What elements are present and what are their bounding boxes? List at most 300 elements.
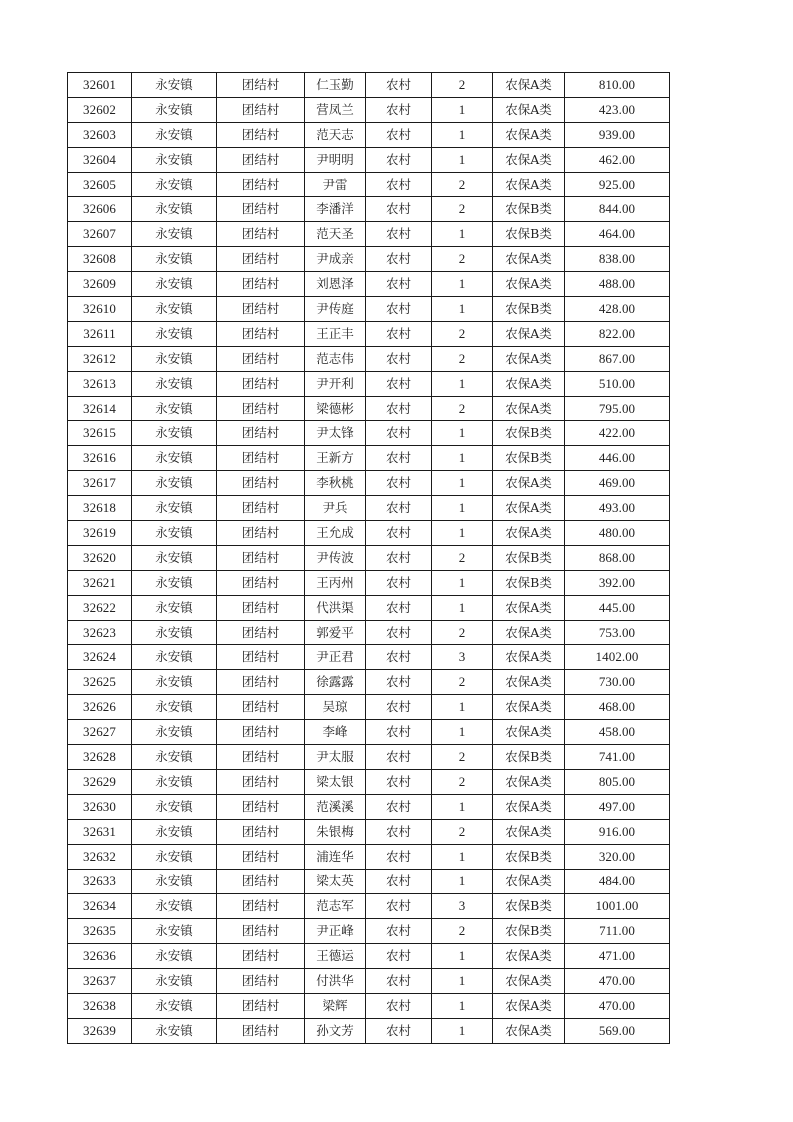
member-count-cell: 2 [432, 745, 493, 770]
name-cell: 梁太银 [305, 769, 366, 794]
name-cell: 尹成亲 [305, 247, 366, 272]
table-row [68, 197, 670, 222]
household-type-cell: 农村 [366, 521, 432, 546]
name-cell: 尹兵 [305, 496, 366, 521]
insurance-category-cell: 农保B类 [493, 421, 565, 446]
household-type-cell: 农村 [366, 720, 432, 745]
name-cell: 吴琼 [305, 695, 366, 720]
insurance-category-cell: 农保A类 [493, 620, 565, 645]
household-type-cell: 农村 [366, 894, 432, 919]
insurance-category-cell: 农保A类 [493, 595, 565, 620]
table-row [68, 869, 670, 894]
household-type-cell: 农村 [366, 421, 432, 446]
town-cell: 永安镇 [132, 496, 217, 521]
village-cell: 团结村 [217, 197, 305, 222]
village-cell: 团结村 [217, 97, 305, 122]
name-cell: 付洪华 [305, 969, 366, 994]
town-cell: 永安镇 [132, 346, 217, 371]
household-type-cell: 农村 [366, 570, 432, 595]
household-type-cell: 农村 [366, 297, 432, 322]
insurance-category-cell: 农保A类 [493, 695, 565, 720]
name-cell: 浦连华 [305, 844, 366, 869]
name-cell: 尹太服 [305, 745, 366, 770]
record-id-cell: 32627 [68, 720, 132, 745]
town-cell: 永安镇 [132, 1018, 217, 1043]
record-id-cell: 32619 [68, 521, 132, 546]
household-type-cell: 农村 [366, 471, 432, 496]
table-row [68, 545, 670, 570]
name-cell: 范天志 [305, 122, 366, 147]
town-cell: 永安镇 [132, 720, 217, 745]
record-id-cell: 32615 [68, 421, 132, 446]
village-cell: 团结村 [217, 421, 305, 446]
table-row [68, 570, 670, 595]
insurance-category-cell: 农保A类 [493, 670, 565, 695]
insurance-category-cell: 农保B类 [493, 297, 565, 322]
record-id-cell: 32626 [68, 695, 132, 720]
amount-cell: 569.00 [565, 1018, 670, 1043]
record-id-cell: 32616 [68, 446, 132, 471]
table-row [68, 894, 670, 919]
record-id-cell: 32635 [68, 919, 132, 944]
town-cell: 永安镇 [132, 670, 217, 695]
member-count-cell: 2 [432, 819, 493, 844]
table-row [68, 794, 670, 819]
household-type-cell: 农村 [366, 396, 432, 421]
name-cell: 刘恩泽 [305, 272, 366, 297]
household-type-cell: 农村 [366, 794, 432, 819]
town-cell: 永安镇 [132, 272, 217, 297]
member-count-cell: 1 [432, 794, 493, 819]
name-cell: 尹传波 [305, 545, 366, 570]
village-cell: 团结村 [217, 371, 305, 396]
name-cell: 尹明明 [305, 147, 366, 172]
name-cell: 尹正峰 [305, 919, 366, 944]
household-type-cell: 农村 [366, 446, 432, 471]
name-cell: 尹开利 [305, 371, 366, 396]
household-type-cell: 农村 [366, 620, 432, 645]
town-cell: 永安镇 [132, 122, 217, 147]
amount-cell: 446.00 [565, 446, 670, 471]
village-cell: 团结村 [217, 73, 305, 98]
town-cell: 永安镇 [132, 944, 217, 969]
record-id-cell: 32632 [68, 844, 132, 869]
village-cell: 团结村 [217, 521, 305, 546]
table-row [68, 1018, 670, 1043]
name-cell: 孙文芳 [305, 1018, 366, 1043]
amount-cell: 471.00 [565, 944, 670, 969]
record-id-cell: 32638 [68, 993, 132, 1018]
record-id-cell: 32605 [68, 172, 132, 197]
table-row [68, 471, 670, 496]
record-id-cell: 32628 [68, 745, 132, 770]
amount-cell: 462.00 [565, 147, 670, 172]
village-cell: 团结村 [217, 122, 305, 147]
town-cell: 永安镇 [132, 97, 217, 122]
amount-cell: 822.00 [565, 321, 670, 346]
member-count-cell: 1 [432, 969, 493, 994]
table-row [68, 222, 670, 247]
town-cell: 永安镇 [132, 471, 217, 496]
village-cell: 团结村 [217, 446, 305, 471]
town-cell: 永安镇 [132, 172, 217, 197]
household-type-cell: 农村 [366, 147, 432, 172]
name-cell: 仁玉勤 [305, 73, 366, 98]
household-type-cell: 农村 [366, 247, 432, 272]
name-cell: 范志军 [305, 894, 366, 919]
name-cell: 代洪渠 [305, 595, 366, 620]
amount-cell: 868.00 [565, 545, 670, 570]
record-id-cell: 32625 [68, 670, 132, 695]
town-cell: 永安镇 [132, 396, 217, 421]
household-type-cell: 农村 [366, 595, 432, 620]
town-cell: 永安镇 [132, 844, 217, 869]
town-cell: 永安镇 [132, 421, 217, 446]
village-cell: 团结村 [217, 993, 305, 1018]
member-count-cell: 1 [432, 371, 493, 396]
member-count-cell: 2 [432, 172, 493, 197]
town-cell: 永安镇 [132, 297, 217, 322]
record-id-cell: 32630 [68, 794, 132, 819]
town-cell: 永安镇 [132, 73, 217, 98]
name-cell: 梁德彬 [305, 396, 366, 421]
record-id-cell: 32614 [68, 396, 132, 421]
household-type-cell: 农村 [366, 122, 432, 147]
table-row [68, 969, 670, 994]
record-id-cell: 32639 [68, 1018, 132, 1043]
record-id-cell: 32603 [68, 122, 132, 147]
record-id-cell: 32609 [68, 272, 132, 297]
insurance-category-cell: 农保A类 [493, 993, 565, 1018]
member-count-cell: 1 [432, 570, 493, 595]
amount-cell: 423.00 [565, 97, 670, 122]
member-count-cell: 1 [432, 97, 493, 122]
household-type-cell: 农村 [366, 993, 432, 1018]
insurance-category-cell: 农保A类 [493, 122, 565, 147]
amount-cell: 428.00 [565, 297, 670, 322]
amount-cell: 1001.00 [565, 894, 670, 919]
amount-cell: 464.00 [565, 222, 670, 247]
amount-cell: 488.00 [565, 272, 670, 297]
town-cell: 永安镇 [132, 595, 217, 620]
town-cell: 永安镇 [132, 620, 217, 645]
record-id-cell: 32633 [68, 869, 132, 894]
town-cell: 永安镇 [132, 969, 217, 994]
record-id-cell: 32601 [68, 73, 132, 98]
household-type-cell: 农村 [366, 272, 432, 297]
member-count-cell: 1 [432, 272, 493, 297]
amount-cell: 867.00 [565, 346, 670, 371]
village-cell: 团结村 [217, 969, 305, 994]
household-type-cell: 农村 [366, 197, 432, 222]
table-row [68, 73, 670, 98]
insurance-category-cell: 农保A类 [493, 769, 565, 794]
insurance-category-cell: 农保A类 [493, 247, 565, 272]
village-cell: 团结村 [217, 944, 305, 969]
town-cell: 永安镇 [132, 321, 217, 346]
name-cell: 朱银梅 [305, 819, 366, 844]
table-row [68, 346, 670, 371]
table-row [68, 993, 670, 1018]
record-id-cell: 32608 [68, 247, 132, 272]
name-cell: 尹正君 [305, 645, 366, 670]
household-type-cell: 农村 [366, 944, 432, 969]
amount-cell: 916.00 [565, 819, 670, 844]
record-id-cell: 32631 [68, 819, 132, 844]
member-count-cell: 1 [432, 222, 493, 247]
member-count-cell: 1 [432, 297, 493, 322]
village-cell: 团结村 [217, 321, 305, 346]
record-id-cell: 32606 [68, 197, 132, 222]
amount-cell: 445.00 [565, 595, 670, 620]
record-id-cell: 32624 [68, 645, 132, 670]
name-cell: 尹传庭 [305, 297, 366, 322]
name-cell: 范溪溪 [305, 794, 366, 819]
village-cell: 团结村 [217, 272, 305, 297]
name-cell: 李峰 [305, 720, 366, 745]
insurance-category-cell: 农保A类 [493, 944, 565, 969]
village-cell: 团结村 [217, 894, 305, 919]
town-cell: 永安镇 [132, 794, 217, 819]
name-cell: 梁太英 [305, 869, 366, 894]
table-row [68, 844, 670, 869]
amount-cell: 730.00 [565, 670, 670, 695]
table-row [68, 769, 670, 794]
amount-cell: 468.00 [565, 695, 670, 720]
member-count-cell: 2 [432, 545, 493, 570]
member-count-cell: 2 [432, 321, 493, 346]
insurance-category-cell: 农保B类 [493, 545, 565, 570]
village-cell: 团结村 [217, 496, 305, 521]
member-count-cell: 1 [432, 869, 493, 894]
amount-cell: 484.00 [565, 869, 670, 894]
insurance-category-cell: 农保A类 [493, 794, 565, 819]
village-cell: 团结村 [217, 396, 305, 421]
town-cell: 永安镇 [132, 869, 217, 894]
village-cell: 团结村 [217, 595, 305, 620]
village-cell: 团结村 [217, 620, 305, 645]
name-cell: 营凤兰 [305, 97, 366, 122]
town-cell: 永安镇 [132, 371, 217, 396]
insurance-category-cell: 农保B类 [493, 197, 565, 222]
name-cell: 王新方 [305, 446, 366, 471]
town-cell: 永安镇 [132, 769, 217, 794]
table-row [68, 645, 670, 670]
household-type-cell: 农村 [366, 172, 432, 197]
town-cell: 永安镇 [132, 645, 217, 670]
amount-cell: 493.00 [565, 496, 670, 521]
table-row [68, 147, 670, 172]
record-id-cell: 32604 [68, 147, 132, 172]
amount-cell: 753.00 [565, 620, 670, 645]
record-id-cell: 32613 [68, 371, 132, 396]
insurance-category-cell: 农保A类 [493, 869, 565, 894]
village-cell: 团结村 [217, 471, 305, 496]
insurance-category-cell: 农保A类 [493, 1018, 565, 1043]
name-cell: 李秋桃 [305, 471, 366, 496]
household-type-cell: 农村 [366, 969, 432, 994]
village-cell: 团结村 [217, 720, 305, 745]
village-cell: 团结村 [217, 570, 305, 595]
insurance-category-cell: 农保B类 [493, 919, 565, 944]
town-cell: 永安镇 [132, 570, 217, 595]
amount-cell: 320.00 [565, 844, 670, 869]
table-row [68, 421, 670, 446]
village-cell: 团结村 [217, 844, 305, 869]
table-row [68, 944, 670, 969]
table-row [68, 371, 670, 396]
table-row [68, 595, 670, 620]
member-count-cell: 2 [432, 620, 493, 645]
amount-cell: 1402.00 [565, 645, 670, 670]
member-count-cell: 2 [432, 247, 493, 272]
town-cell: 永安镇 [132, 247, 217, 272]
amount-cell: 844.00 [565, 197, 670, 222]
table-row [68, 695, 670, 720]
household-type-cell: 农村 [366, 222, 432, 247]
record-id-cell: 32623 [68, 620, 132, 645]
insurance-category-cell: 农保A类 [493, 371, 565, 396]
insurance-category-cell: 农保B类 [493, 222, 565, 247]
table-row [68, 446, 670, 471]
household-type-cell: 农村 [366, 695, 432, 720]
amount-cell: 711.00 [565, 919, 670, 944]
name-cell: 王允成 [305, 521, 366, 546]
household-type-cell: 农村 [366, 819, 432, 844]
insurance-category-cell: 农保B类 [493, 570, 565, 595]
record-id-cell: 32637 [68, 969, 132, 994]
village-cell: 团结村 [217, 222, 305, 247]
village-cell: 团结村 [217, 1018, 305, 1043]
record-id-cell: 32617 [68, 471, 132, 496]
name-cell: 郭爱平 [305, 620, 366, 645]
insurance-category-cell: 农保A类 [493, 521, 565, 546]
table-row [68, 720, 670, 745]
member-count-cell: 1 [432, 421, 493, 446]
insurance-category-cell: 农保A类 [493, 396, 565, 421]
records-table [67, 72, 670, 1044]
household-type-cell: 农村 [366, 869, 432, 894]
household-type-cell: 农村 [366, 769, 432, 794]
village-cell: 团结村 [217, 247, 305, 272]
insurance-category-cell: 农保A类 [493, 471, 565, 496]
amount-cell: 741.00 [565, 745, 670, 770]
member-count-cell: 1 [432, 122, 493, 147]
member-count-cell: 2 [432, 346, 493, 371]
amount-cell: 458.00 [565, 720, 670, 745]
name-cell: 王正丰 [305, 321, 366, 346]
member-count-cell: 2 [432, 396, 493, 421]
table-row [68, 272, 670, 297]
town-cell: 永安镇 [132, 993, 217, 1018]
record-id-cell: 32636 [68, 944, 132, 969]
village-cell: 团结村 [217, 147, 305, 172]
town-cell: 永安镇 [132, 894, 217, 919]
amount-cell: 480.00 [565, 521, 670, 546]
town-cell: 永安镇 [132, 745, 217, 770]
table-row [68, 620, 670, 645]
insurance-category-cell: 农保A类 [493, 346, 565, 371]
village-cell: 团结村 [217, 919, 305, 944]
member-count-cell: 1 [432, 521, 493, 546]
table-row [68, 521, 670, 546]
table-row [68, 122, 670, 147]
insurance-category-cell: 农保B类 [493, 745, 565, 770]
town-cell: 永安镇 [132, 197, 217, 222]
name-cell: 范志伟 [305, 346, 366, 371]
member-count-cell: 1 [432, 695, 493, 720]
village-cell: 团结村 [217, 172, 305, 197]
insurance-category-cell: 农保A类 [493, 819, 565, 844]
member-count-cell: 1 [432, 147, 493, 172]
table-row [68, 670, 670, 695]
member-count-cell: 1 [432, 595, 493, 620]
name-cell: 王丙州 [305, 570, 366, 595]
record-id-cell: 32602 [68, 97, 132, 122]
village-cell: 团结村 [217, 769, 305, 794]
table-row [68, 321, 670, 346]
member-count-cell: 1 [432, 471, 493, 496]
member-count-cell: 1 [432, 496, 493, 521]
insurance-category-cell: 农保A类 [493, 720, 565, 745]
town-cell: 永安镇 [132, 446, 217, 471]
household-type-cell: 农村 [366, 496, 432, 521]
household-type-cell: 农村 [366, 545, 432, 570]
insurance-category-cell: 农保A类 [493, 172, 565, 197]
household-type-cell: 农村 [366, 919, 432, 944]
insurance-category-cell: 农保A类 [493, 147, 565, 172]
member-count-cell: 1 [432, 844, 493, 869]
village-cell: 团结村 [217, 695, 305, 720]
member-count-cell: 2 [432, 197, 493, 222]
town-cell: 永安镇 [132, 545, 217, 570]
insurance-category-cell: 农保A类 [493, 496, 565, 521]
name-cell: 范天圣 [305, 222, 366, 247]
member-count-cell: 3 [432, 645, 493, 670]
amount-cell: 470.00 [565, 969, 670, 994]
name-cell: 梁辉 [305, 993, 366, 1018]
name-cell: 尹雷 [305, 172, 366, 197]
household-type-cell: 农村 [366, 97, 432, 122]
record-id-cell: 32611 [68, 321, 132, 346]
record-id-cell: 32612 [68, 346, 132, 371]
member-count-cell: 2 [432, 73, 493, 98]
village-cell: 团结村 [217, 819, 305, 844]
amount-cell: 469.00 [565, 471, 670, 496]
village-cell: 团结村 [217, 869, 305, 894]
name-cell: 王德运 [305, 944, 366, 969]
amount-cell: 510.00 [565, 371, 670, 396]
town-cell: 永安镇 [132, 147, 217, 172]
amount-cell: 838.00 [565, 247, 670, 272]
table-row [68, 97, 670, 122]
table-row [68, 297, 670, 322]
records-table-body [68, 73, 670, 1044]
record-id-cell: 32607 [68, 222, 132, 247]
household-type-cell: 农村 [366, 745, 432, 770]
household-type-cell: 农村 [366, 73, 432, 98]
insurance-category-cell: 农保B类 [493, 844, 565, 869]
table-row [68, 396, 670, 421]
table-row [68, 745, 670, 770]
insurance-category-cell: 农保A类 [493, 969, 565, 994]
member-count-cell: 2 [432, 670, 493, 695]
member-count-cell: 1 [432, 720, 493, 745]
household-type-cell: 农村 [366, 371, 432, 396]
record-id-cell: 32618 [68, 496, 132, 521]
table-row [68, 919, 670, 944]
table-row [68, 247, 670, 272]
